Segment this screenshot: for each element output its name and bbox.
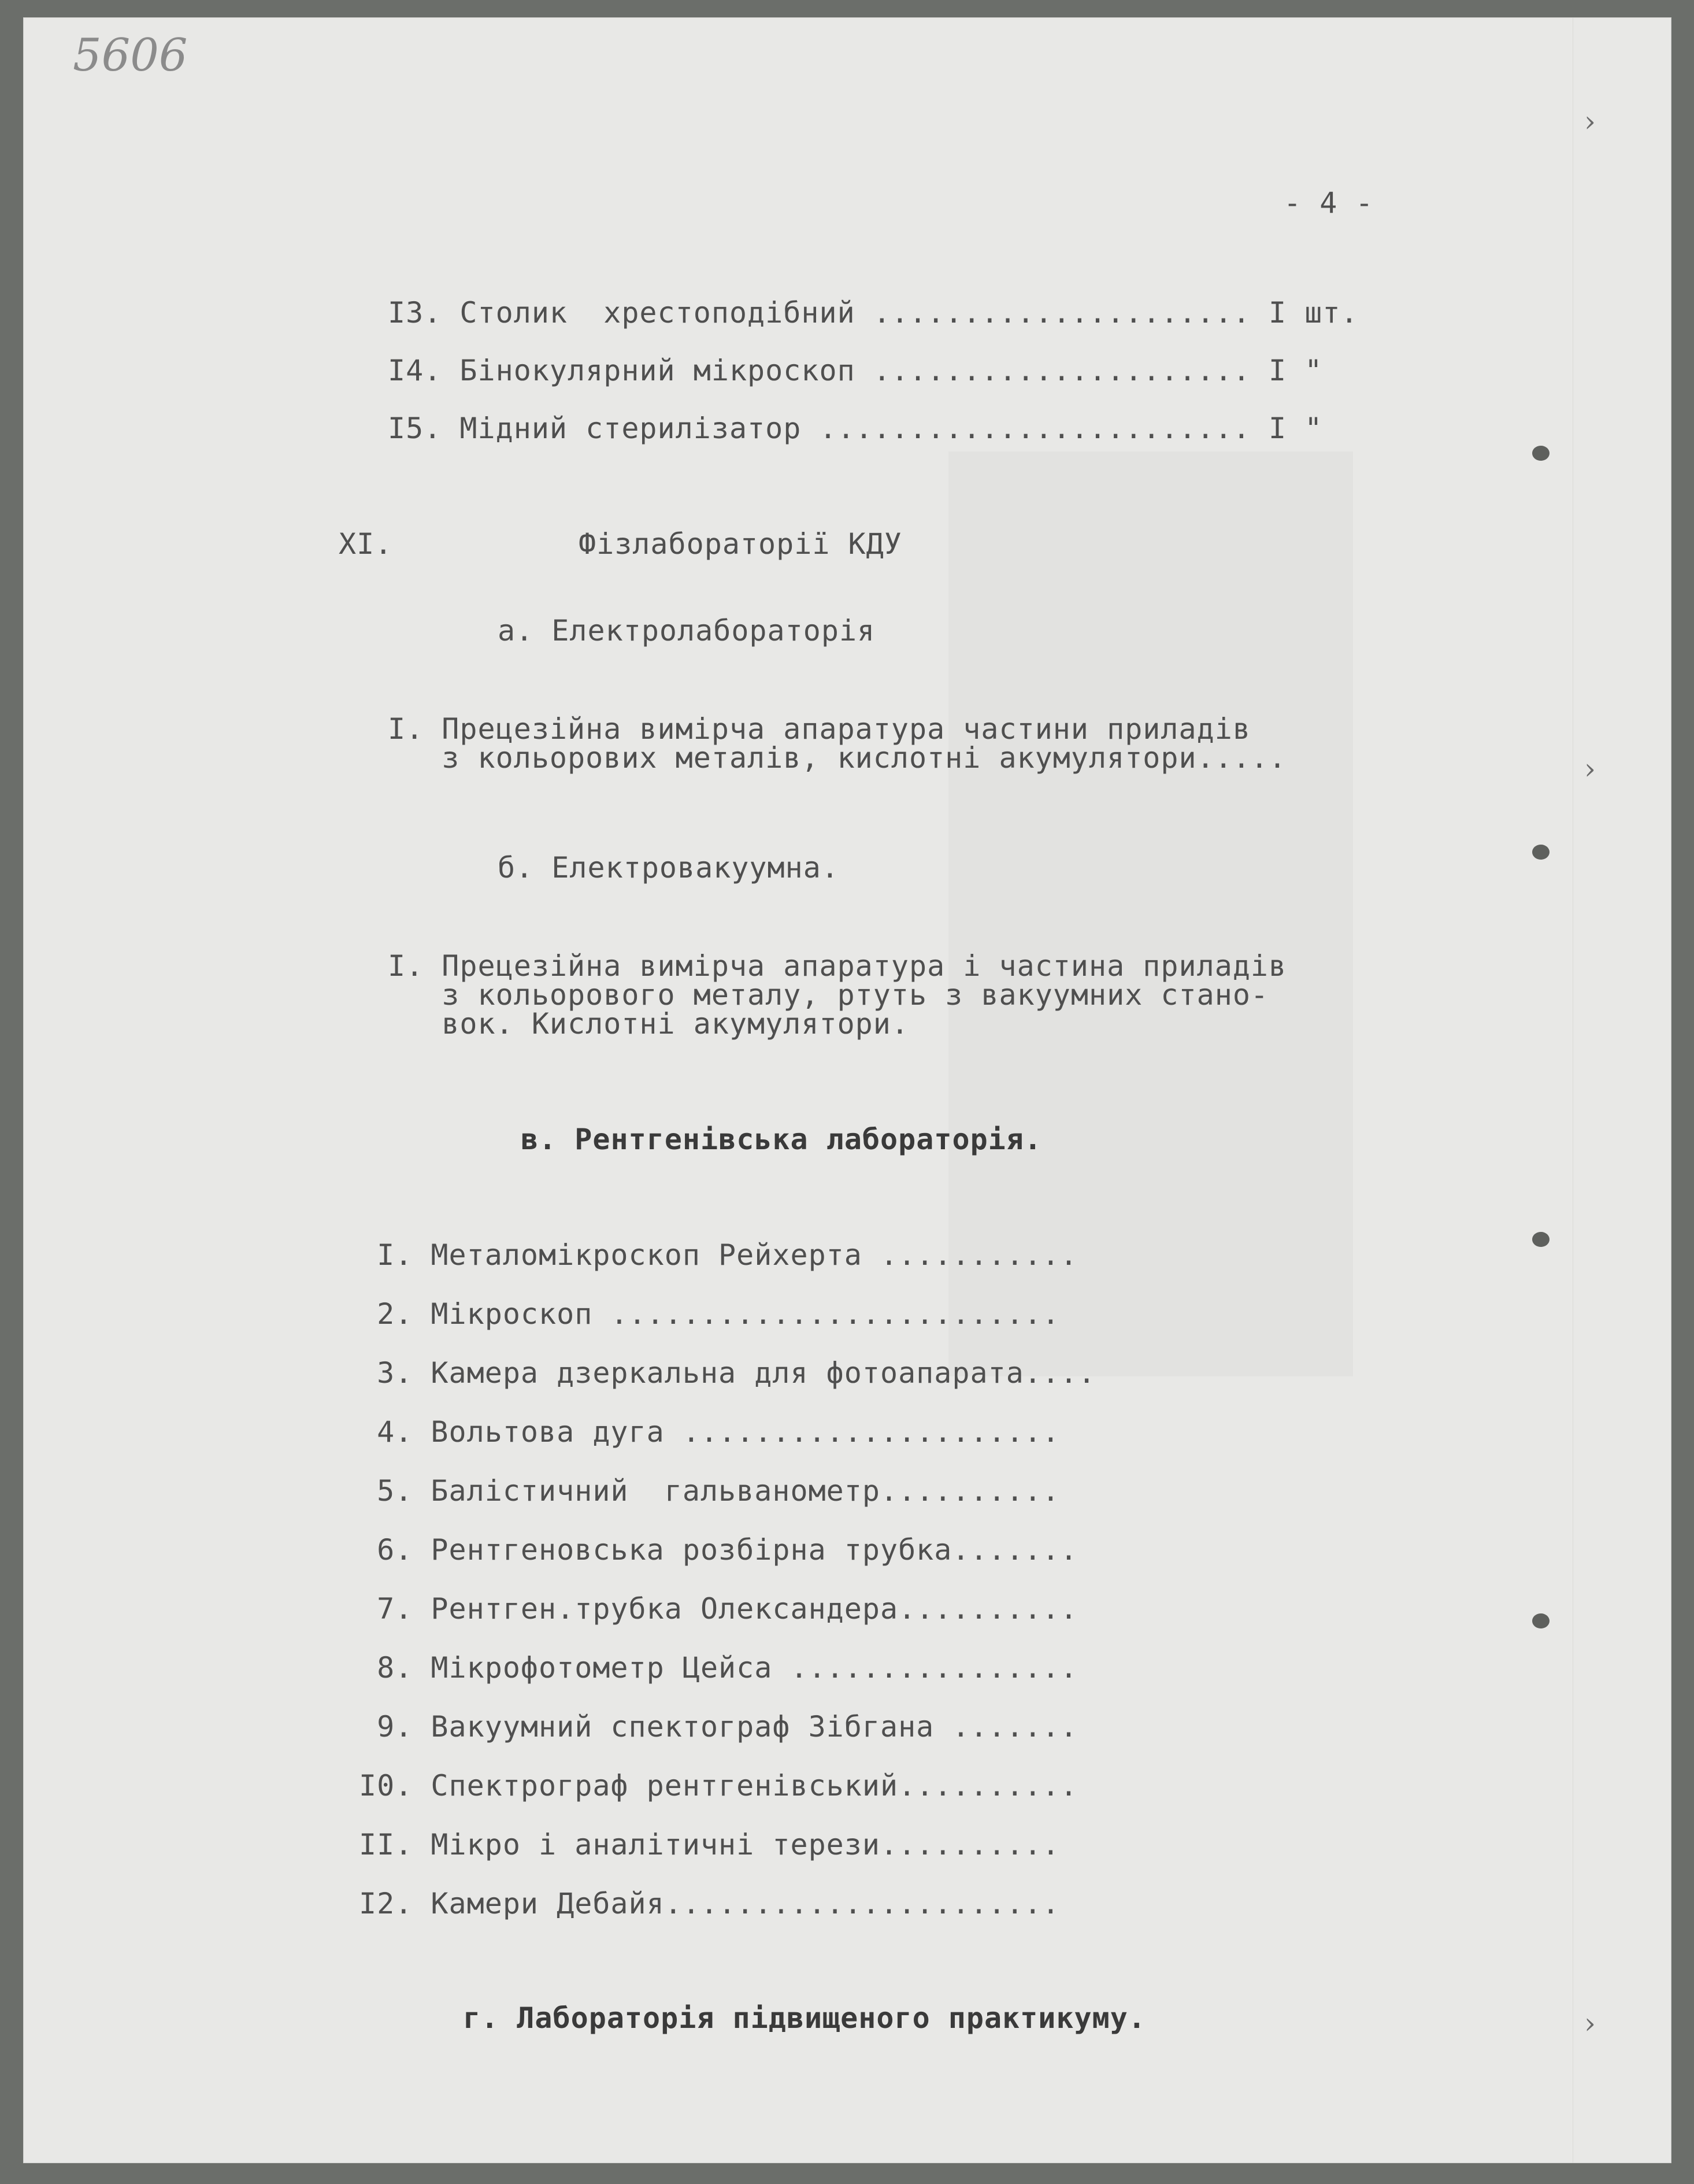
list-item: I4. Бінокулярний мікроскоп ..................... I ": [388, 354, 1323, 387]
list-item: I2. Камери Дебайя......................: [359, 1887, 1060, 1920]
list-item: 6. Рентгеновська розбірна трубка.......: [359, 1533, 1078, 1567]
list-item: I. Металомікроскоп Рейхерта ...........: [359, 1238, 1078, 1272]
margin-mark: ›: [1584, 2007, 1596, 2040]
margin-mark: ›: [1584, 752, 1596, 786]
list-item: I5. Мідний стерилізатор ........................ I ": [388, 412, 1323, 445]
list-item: I3. Столик хрестоподібний ..................... I шт.: [388, 296, 1359, 330]
section-number: XI.: [339, 527, 393, 561]
subsection-title: б. Електровакуумна.: [498, 851, 839, 884]
list-item: 9. Вакуумний спектограф Зібгана .......: [359, 1710, 1078, 1744]
document-page: [23, 17, 1671, 2163]
page-number: - 4 -: [1284, 186, 1374, 220]
list-item: 4. Вольтова дуга .....................: [359, 1415, 1060, 1449]
list-item: 8. Мікрофотометр Цейса ................: [359, 1651, 1078, 1685]
archive-number: 5606: [73, 29, 188, 82]
punch-hole: [1532, 1232, 1550, 1247]
paragraph-line: з кольорового металу, ртуть з вакуумних стано-: [388, 978, 1269, 1012]
punch-hole: [1532, 845, 1550, 860]
list-item: 5. Балістичний гальванометр..........: [359, 1474, 1060, 1508]
paragraph-line: з кольорових металів, кислотні акумулятори.....: [388, 741, 1287, 775]
punch-hole: [1532, 446, 1550, 461]
subsection-title: г. Лабораторія підвищеного практикуму.: [463, 2001, 1146, 2035]
subsection-title: в. Рентгенівська лабораторія.: [521, 1123, 1042, 1156]
list-item: 7. Рентген.трубка Олександера..........: [359, 1592, 1078, 1626]
punch-hole: [1532, 1613, 1550, 1628]
list-item: II. Мікро і аналітичні терези..........: [359, 1828, 1060, 1861]
subsection-title: а. Електролабораторія: [498, 614, 876, 647]
list-item: 2. Мікроскоп .........................: [359, 1297, 1060, 1331]
margin-mark: ›: [1584, 105, 1596, 138]
paragraph-line: I. Прецезійна вимірча апаратура частини приладів: [388, 712, 1251, 746]
section-title: Фізлабораторії КДУ: [579, 527, 902, 561]
paragraph-line: I. Прецезійна вимірча апаратура і частина приладів: [388, 949, 1287, 983]
paragraph-line: вок. Кислотні акумулятори.: [388, 1007, 909, 1041]
list-item: I0. Спектрограф рентгенівський..........: [359, 1769, 1078, 1802]
list-item: 3. Камера дзеркальна для фотоапарата....: [359, 1356, 1096, 1390]
